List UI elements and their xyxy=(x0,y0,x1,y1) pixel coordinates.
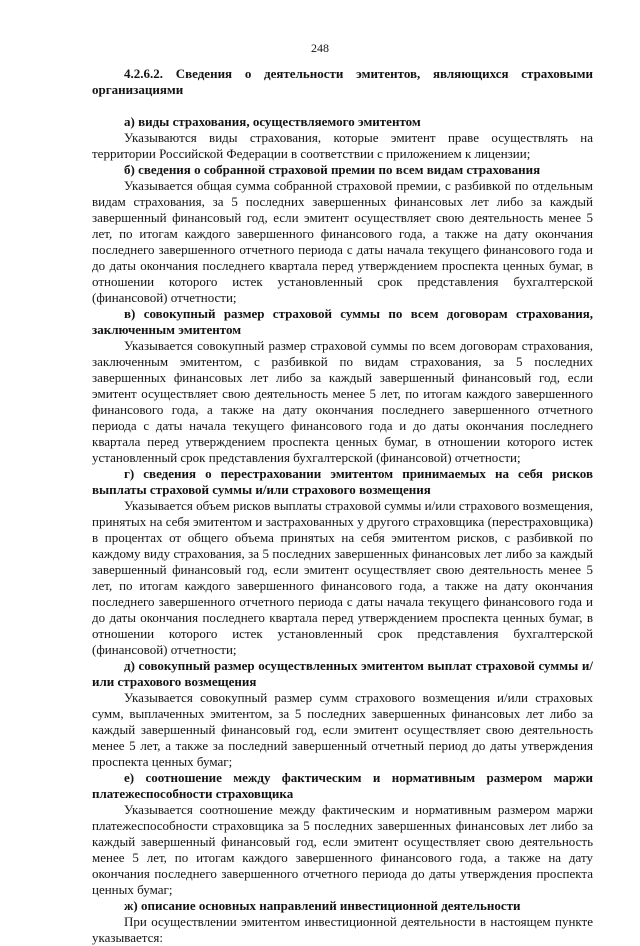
paragraph-d: Указывается совокупный размер сумм страхового возмещения и/или страховых сумм, выплаченных эмитентом, за 5 последних завершенных финансовых лет либо за каждый завершенный финансовый год, если эмитент осуществляет свою деятельность менее 5 лет, а также за последний завершенный отчетный период до даты утверждения проспекта ценных бумаг; xyxy=(92,690,593,769)
paragraph-b: Указывается общая сумма собранной страховой премии, с разбивкой по отдельным видам страхования, за 5 последних завершенных финансовых лет либо за каждый завершенный финансовый год, если эмитент осуществляет свою деятельность менее 5 лет, по итогам каждого завершенного финансового года, а также на дату окончания последнего завершенного отчетного периода с даты начала текущего финансового года и до даты окончания последнего квартала перед утверждением проспекта ценных бумаг, в отношении которого истек установленный срок представления бухгалтерской (финансовой) отчетности; xyxy=(92,178,593,305)
page-number: 248 xyxy=(311,41,329,55)
subheading-b: б) сведения о собранной страховой премии по всем видам страхования xyxy=(124,162,541,177)
paragraph-v: Указывается совокупный размер страховой суммы по всем договорам страхования, заключенным эмитентом, с разбивкой по видам страхования, за 5 последних завершенных финансовых лет либо за каждый завершенный финансовый год, если эмитент осуществляет свою деятельность менее 5 лет, по итогам каждого завершенного финансового года, а также на дату окончания последнего завершенного отчетного периода с даты начала текущего финансового года и до даты окончания последнего квартала перед утверждением проспекта ценных бумаг, в отношении которого истек установленный срок представления бухгалтерской (финансовой) отчетности; xyxy=(92,338,593,465)
document-body xyxy=(92,66,593,946)
paragraph-g: Указывается объем рисков выплаты страховой суммы и/или страхового возмещения, принятых на себя эмитентом и застрахованных у другого страховщика (перестраховщика) в процентах от общего объема принятых на себя эмитентом рисков, с разбивкой по каждому виду страхования, за 5 последних завершенных финансовых лет либо за каждый завершенный финансовый год, если эмитент осуществляет свою деятельность менее 5 лет, по итогам каждого завершенного финансового года, а также на дату окончания последнего завершенного отчетного периода с даты начала текущего финансового года и до даты окончания последнего квартала перед утверждением проспекта ценных бумаг, в отношении которого истек установленный срок представления бухгалтерской (финансовой) отчетности; xyxy=(92,498,593,657)
subheading-v: в) совокупный размер страховой суммы по всем договорам страхования, заключенным эмитентом xyxy=(92,306,593,337)
section-heading: 4.2.6.2. Сведения о деятельности эмитентов, являющихся страховыми организациями xyxy=(92,66,593,97)
subheading-d: д) совокупный размер осуществленных эмитентом выплат страховой суммы и/или страхового возмещения xyxy=(92,658,593,689)
subheading-zh: ж) описание основных направлений инвестиционной деятельности xyxy=(124,898,521,913)
paragraph-zh: При осуществлении эмитентом инвестиционной деятельности в настоящем пункте указывается: xyxy=(92,914,593,945)
paragraph-e: Указывается соотношение между фактическим и нормативным размером маржи платежеспособности страховщика за 5 последних завершенных финансовых лет либо за каждый завершенный финансовый год, если эмитент осуществляет свою деятельность менее 5 лет, по итогам каждого завершенного финансового года, а также на дату окончания последнего завершенного отчетного периода до даты утверждения проспекта ценных бумаг; xyxy=(92,802,593,897)
subheading-g: г) сведения о перестраховании эмитентом принимаемых на себя рисков выплаты страховой суммы и/или страхового возмещения xyxy=(92,466,593,497)
subheading-e: е) соотношение между фактическим и нормативным размером маржи платежеспособности страховщика xyxy=(92,770,593,801)
paragraph-a: Указываются виды страхования, которые эмитент праве осуществлять на территории Российской Федерации в соответствии с приложением к лицензии; xyxy=(92,130,593,161)
subheading-a: а) виды страхования, осуществляемого эмитентом xyxy=(124,114,421,129)
